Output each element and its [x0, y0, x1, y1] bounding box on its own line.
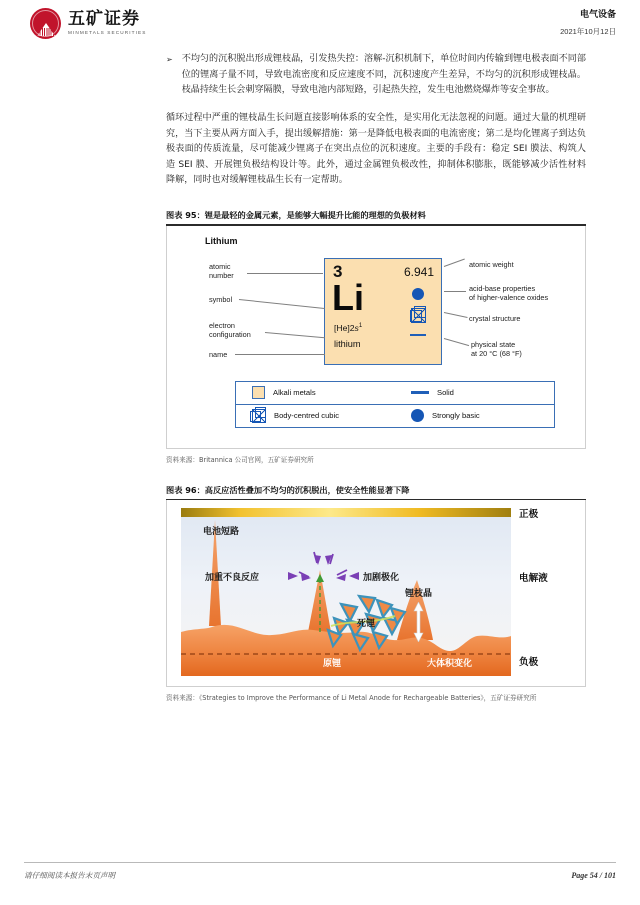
leader-name — [235, 354, 325, 355]
leader-acid-base — [444, 291, 466, 292]
label-acid-base-properties: acid-base properties of higher-valence oxides — [469, 283, 549, 303]
bullet-paragraph-block — [166, 52, 586, 99]
legend-label-bcc: Body-centred cubic — [274, 411, 340, 421]
leader-symbol — [239, 299, 325, 309]
brand-name-en: MINMETALS SECURITIES — [68, 30, 147, 36]
legend-row — [236, 382, 554, 404]
bullet-arrow-icon: ➢ — [166, 55, 173, 64]
side-label-anode: 负极 — [519, 656, 539, 668]
econfig-prefix: [He]2 — [334, 322, 355, 333]
header-meta — [560, 9, 616, 37]
alkali-metals-swatch-icon — [252, 386, 265, 399]
strongly-basic-dot-icon — [412, 288, 424, 300]
figure-95-legend — [235, 381, 555, 428]
figure-96-body — [166, 500, 586, 687]
legend-row — [236, 404, 554, 427]
document-content — [166, 52, 586, 702]
page-footer — [24, 862, 616, 881]
label-short-circuit: 电池短路 — [203, 526, 240, 537]
side-label-electrolyte: 电解液 — [519, 572, 548, 584]
solid-state-bar-icon — [410, 334, 426, 337]
leader-atomic-weight — [444, 258, 465, 266]
lithium-element-card — [324, 258, 442, 365]
leader-crystal-structure — [444, 312, 468, 318]
figure-95-body — [166, 226, 586, 449]
leader-physical-state — [444, 338, 469, 346]
body-centred-cubic-icon — [411, 308, 426, 323]
legend-item-strongly-basic — [395, 409, 554, 422]
figure-95 — [166, 210, 586, 463]
body-centred-cubic-swatch-icon — [252, 409, 266, 423]
figure-96 — [166, 485, 586, 702]
dendrite-schematic — [181, 508, 511, 676]
volume-change-arrow-icon — [413, 602, 424, 642]
electron-configuration-value — [334, 323, 362, 333]
label-atomic-weight: atomic weight — [469, 259, 514, 269]
element-name-value: lithium — [334, 338, 361, 349]
bullet-paragraph-text: 不均匀的沉积脱出形成锂枝晶，引发热失控：溶解-沉积机制下，单位时间内传输到锂电极表面不同部位的锂离子量不同，导致电流密度和反应速度不同，沉积速度产生差异，不均匀的沉积形成锂枝晶。枝晶持续生长会刺穿隔膜，导致电池内部短路，引起热失控，发生电池燃烧爆炸等安全事故。 — [181, 54, 586, 96]
paragraph-2-text: 循环过程中严重的锂枝晶生长问题直接影响体系的安全性，是实用化无法忽视的问题。通过大量的机理研究，当下主要从两方面入手，提出缓解措施：第一是降低电极表面的电流密度；第二是均化锂离子到达负极表面的传质流量，尽可能减少锂离子在突出点位的沉积速度。主要的手段有：稳定 SEI 膜法、构筑人造 SEI 膜、开展锂负极结构设计等。此外，通过金属锂负极改性，抑制体积膨胀，既能够减少活性材料降解，同时也对缓解锂枝晶生长有一定帮助。 — [166, 112, 586, 186]
label-symbol: symbol — [209, 294, 233, 304]
legend-item-alkali-metals — [236, 386, 395, 399]
label-worsened-side-reaction: 加重不良反应 — [205, 572, 260, 583]
leader-electron-configuration — [265, 332, 325, 338]
label-intensified-polarization: 加剧极化 — [363, 572, 400, 583]
solid-line-swatch-icon — [411, 391, 429, 394]
company-logo — [30, 8, 146, 39]
atomic-weight-value: 6.941 — [403, 264, 434, 279]
legend-label-alkali-metals: Alkali metals — [273, 388, 316, 398]
page-number: Page 54 / 101 — [571, 871, 616, 880]
econfig-superscript: 1 — [358, 322, 363, 329]
report-date: 2021年10月12日 — [560, 26, 616, 36]
leader-atomic-number — [247, 273, 323, 274]
label-electron-configuration: electron configuration — [209, 320, 251, 340]
figure-96-caption: 图表 96：高反应活性叠加不均匀的沉积脱出，使安全性能显著下降 — [166, 484, 410, 495]
industry-label: 电气设备 — [579, 10, 616, 20]
label-dead-lithium: 死锂 — [357, 618, 376, 629]
element-symbol-value: Li — [332, 276, 364, 318]
figure-96-source: 资料来源：《Strategies to Improve the Performance of Li Metal Anode for Rechargeable Batteries》，五矿证券研究所 — [166, 693, 537, 702]
label-crystal-structure: crystal structure — [469, 313, 521, 323]
label-physical-state: physical state at 20 °C (68 °F) — [471, 339, 522, 359]
legend-item-solid — [395, 388, 554, 397]
legend-label-strongly-basic: Strongly basic — [432, 411, 480, 421]
footer-divider — [24, 862, 616, 863]
minmetals-emblem-icon — [30, 8, 61, 39]
footer-disclaimer: 请仔细阅读本报告末页声明 — [24, 871, 116, 880]
legend-item-bcc — [236, 409, 395, 423]
legend-label-solid: Solid — [437, 388, 454, 398]
label-atomic-number: atomic number — [209, 261, 234, 281]
label-original-lithium: 原锂 — [323, 658, 342, 669]
side-label-cathode: 正极 — [519, 508, 539, 520]
atomic-number-value: 3 — [333, 261, 343, 281]
econfig-orbital: s — [354, 322, 359, 333]
figure-95-caption: 图表 95：锂是最轻的金属元素，是能够大幅提升比能的理想的负极材料 — [166, 210, 426, 221]
lithium-title: Lithium — [205, 235, 238, 246]
page-header — [0, 0, 640, 46]
brand-name-cn: 五矿证券 — [68, 9, 140, 30]
strongly-basic-dot-swatch-icon — [411, 409, 424, 422]
label-large-volume-change: 大体积变化 — [427, 658, 473, 669]
label-name: name — [209, 349, 228, 359]
label-lithium-dendrite: 锂枝晶 — [405, 588, 433, 599]
figure-96-side-labels — [519, 508, 595, 676]
figure-95-source: 资料来源：Britannica 公司官网，五矿证券研究所 — [166, 455, 314, 464]
